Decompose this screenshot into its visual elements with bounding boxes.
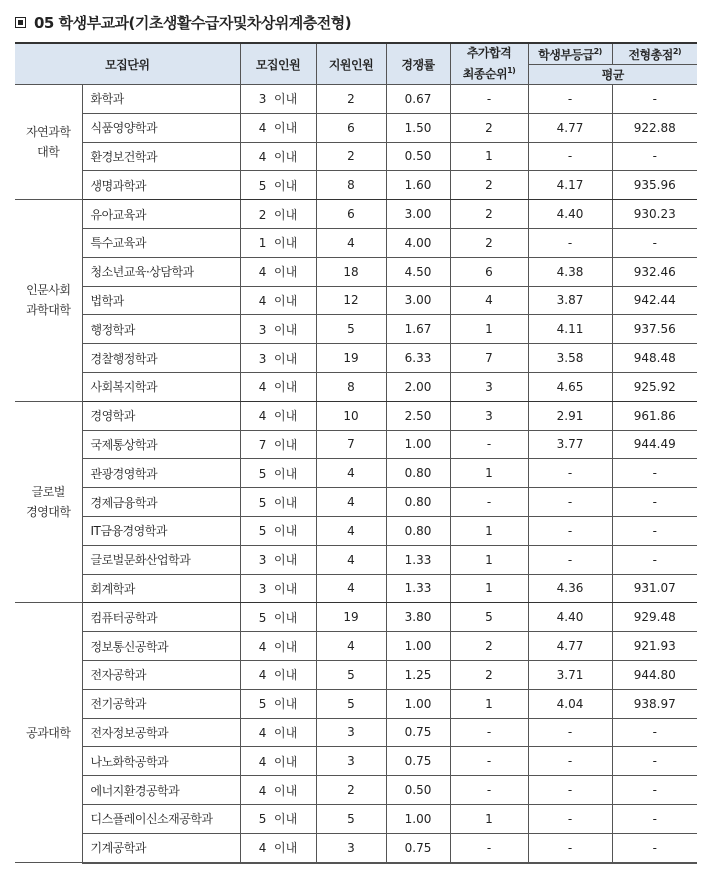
table-row bbox=[15, 372, 697, 401]
cell-quota: 5 이내 bbox=[240, 459, 316, 488]
cell-applicants: 2 bbox=[316, 85, 386, 114]
table-row bbox=[15, 228, 697, 257]
cell-quota: 4 이내 bbox=[240, 401, 316, 430]
cell-ratio: 1.25 bbox=[386, 660, 450, 689]
cell-score: - bbox=[612, 228, 697, 257]
cell-extra: 6 bbox=[450, 257, 528, 286]
cell-ratio: 1.33 bbox=[386, 574, 450, 603]
cell-quota: 4 이내 bbox=[240, 660, 316, 689]
cell-score: 922.88 bbox=[612, 113, 697, 142]
cell-quota: 3 이내 bbox=[240, 574, 316, 603]
cell-score: 932.46 bbox=[612, 257, 697, 286]
cell-ratio: 0.75 bbox=[386, 833, 450, 862]
cell-score: 929.48 bbox=[612, 603, 697, 632]
cell-applicants: 6 bbox=[316, 113, 386, 142]
department-name: 법학과 bbox=[82, 286, 240, 315]
cell-grade: 2.91 bbox=[528, 401, 612, 430]
college-name: 인문사회 과학대학 bbox=[15, 200, 82, 402]
table-row bbox=[15, 516, 697, 545]
cell-grade: 3.77 bbox=[528, 430, 612, 459]
cell-ratio: 3.00 bbox=[386, 200, 450, 229]
cell-ratio: 1.00 bbox=[386, 632, 450, 661]
cell-extra: 1 bbox=[450, 459, 528, 488]
cell-extra: 1 bbox=[450, 315, 528, 344]
table-row bbox=[15, 344, 697, 373]
cell-extra: - bbox=[450, 85, 528, 114]
cell-applicants: 4 bbox=[316, 545, 386, 574]
cell-quota: 2 이내 bbox=[240, 200, 316, 229]
table-row bbox=[15, 574, 697, 603]
cell-quota: 4 이내 bbox=[240, 776, 316, 805]
cell-ratio: 4.00 bbox=[386, 228, 450, 257]
cell-ratio: 4.50 bbox=[386, 257, 450, 286]
table-row bbox=[15, 286, 697, 315]
cell-applicants: 4 bbox=[316, 574, 386, 603]
cell-ratio: 0.50 bbox=[386, 776, 450, 805]
table-row bbox=[15, 401, 697, 430]
department-name: 경찰행정학과 bbox=[82, 344, 240, 373]
table-row bbox=[15, 804, 697, 833]
cell-ratio: 0.80 bbox=[386, 516, 450, 545]
header-extra-line1: 추가합격 bbox=[466, 46, 512, 60]
cell-quota: 5 이내 bbox=[240, 603, 316, 632]
department-name: 청소년교육·상담학과 bbox=[82, 257, 240, 286]
cell-applicants: 19 bbox=[316, 344, 386, 373]
table-row bbox=[15, 142, 697, 171]
cell-ratio: 0.80 bbox=[386, 488, 450, 517]
cell-score: 921.93 bbox=[612, 632, 697, 661]
cell-extra: - bbox=[450, 718, 528, 747]
department-name: 글로벌문화산업학과 bbox=[82, 545, 240, 574]
department-name: 관광경영학과 bbox=[82, 459, 240, 488]
cell-score: 944.49 bbox=[612, 430, 697, 459]
cell-score: - bbox=[612, 142, 697, 171]
department-name: 화학과 bbox=[82, 85, 240, 114]
cell-extra: 2 bbox=[450, 228, 528, 257]
cell-applicants: 4 bbox=[316, 516, 386, 545]
cell-score: 948.48 bbox=[612, 344, 697, 373]
cell-score: - bbox=[612, 545, 697, 574]
header-quota: 모집인원 bbox=[240, 43, 316, 85]
table-row bbox=[15, 776, 697, 805]
table-body bbox=[15, 85, 697, 863]
cell-quota: 4 이내 bbox=[240, 833, 316, 862]
cell-grade: - bbox=[528, 833, 612, 862]
cell-extra: - bbox=[450, 488, 528, 517]
department-name: 유아교육과 bbox=[82, 200, 240, 229]
cell-extra: 2 bbox=[450, 660, 528, 689]
cell-extra: - bbox=[450, 833, 528, 862]
cell-score: - bbox=[612, 459, 697, 488]
cell-score: 925.92 bbox=[612, 372, 697, 401]
department-name: 환경보건학과 bbox=[82, 142, 240, 171]
cell-grade: 3.71 bbox=[528, 660, 612, 689]
footnote-2: 2) bbox=[593, 46, 602, 56]
table-row bbox=[15, 315, 697, 344]
cell-grade: 4.77 bbox=[528, 632, 612, 661]
cell-quota: 4 이내 bbox=[240, 142, 316, 171]
cell-grade: - bbox=[528, 804, 612, 833]
table-row bbox=[15, 603, 697, 632]
cell-grade: - bbox=[528, 718, 612, 747]
cell-ratio: 1.67 bbox=[386, 315, 450, 344]
cell-ratio: 1.00 bbox=[386, 430, 450, 459]
department-name: 전자정보공학과 bbox=[82, 718, 240, 747]
department-name: 나노화학공학과 bbox=[82, 747, 240, 776]
cell-extra: 1 bbox=[450, 142, 528, 171]
cell-score: - bbox=[612, 85, 697, 114]
department-name: 컴퓨터공학과 bbox=[82, 603, 240, 632]
department-name: 기계공학과 bbox=[82, 833, 240, 862]
department-name: 회계학과 bbox=[82, 574, 240, 603]
footnote-2: 2) bbox=[672, 46, 682, 56]
cell-ratio: 1.00 bbox=[386, 689, 450, 718]
cell-quota: 7 이내 bbox=[240, 430, 316, 459]
cell-extra: - bbox=[450, 430, 528, 459]
cell-quota: 5 이내 bbox=[240, 516, 316, 545]
cell-applicants: 2 bbox=[316, 776, 386, 805]
header-average: 평균 bbox=[528, 65, 697, 85]
cell-applicants: 3 bbox=[316, 718, 386, 747]
cell-grade: - bbox=[528, 516, 612, 545]
cell-score: - bbox=[612, 488, 697, 517]
department-name: 경영학과 bbox=[82, 401, 240, 430]
cell-score: 961.86 bbox=[612, 401, 697, 430]
cell-grade: 3.87 bbox=[528, 286, 612, 315]
cell-applicants: 5 bbox=[316, 315, 386, 344]
cell-grade: 4.04 bbox=[528, 689, 612, 718]
cell-score: - bbox=[612, 776, 697, 805]
cell-ratio: 1.33 bbox=[386, 545, 450, 574]
header-extra bbox=[450, 43, 528, 85]
table-row bbox=[15, 718, 697, 747]
table-row bbox=[15, 747, 697, 776]
cell-extra: 1 bbox=[450, 516, 528, 545]
cell-quota: 3 이내 bbox=[240, 344, 316, 373]
cell-extra: 4 bbox=[450, 286, 528, 315]
cell-applicants: 5 bbox=[316, 660, 386, 689]
table-row bbox=[15, 257, 697, 286]
cell-quota: 5 이내 bbox=[240, 488, 316, 517]
cell-applicants: 19 bbox=[316, 603, 386, 632]
table-row bbox=[15, 632, 697, 661]
cell-grade: 4.38 bbox=[528, 257, 612, 286]
department-name: 사회복지학과 bbox=[82, 372, 240, 401]
header-grade bbox=[528, 43, 612, 65]
cell-applicants: 4 bbox=[316, 632, 386, 661]
cell-ratio: 3.80 bbox=[386, 603, 450, 632]
table-row bbox=[15, 85, 697, 114]
cell-grade: 4.36 bbox=[528, 574, 612, 603]
department-name: 특수교육과 bbox=[82, 228, 240, 257]
cell-score: - bbox=[612, 718, 697, 747]
cell-quota: 4 이내 bbox=[240, 113, 316, 142]
header-score-text: 전형총점 bbox=[628, 47, 673, 62]
cell-applicants: 12 bbox=[316, 286, 386, 315]
cell-score: - bbox=[612, 804, 697, 833]
cell-ratio: 1.50 bbox=[386, 113, 450, 142]
square-bullet-icon bbox=[15, 17, 26, 28]
cell-grade: 4.40 bbox=[528, 200, 612, 229]
cell-ratio: 0.67 bbox=[386, 85, 450, 114]
cell-score: 944.80 bbox=[612, 660, 697, 689]
department-name: 생명과학과 bbox=[82, 171, 240, 200]
cell-score: - bbox=[612, 516, 697, 545]
cell-quota: 4 이내 bbox=[240, 372, 316, 401]
cell-applicants: 8 bbox=[316, 372, 386, 401]
cell-grade: - bbox=[528, 747, 612, 776]
cell-quota: 1 이내 bbox=[240, 228, 316, 257]
college-name: 글로벌 경영대학 bbox=[15, 401, 82, 603]
cell-quota: 5 이내 bbox=[240, 689, 316, 718]
cell-applicants: 4 bbox=[316, 228, 386, 257]
cell-score: - bbox=[612, 747, 697, 776]
cell-extra: - bbox=[450, 747, 528, 776]
header-extra-line2: 최종순위 bbox=[462, 67, 508, 81]
cell-ratio: 1.00 bbox=[386, 804, 450, 833]
department-name: IT금융경영학과 bbox=[82, 516, 240, 545]
cell-extra: 1 bbox=[450, 574, 528, 603]
footnote-1: 1) bbox=[507, 66, 516, 75]
table-row bbox=[15, 430, 697, 459]
cell-score: 935.96 bbox=[612, 171, 697, 200]
cell-applicants: 10 bbox=[316, 401, 386, 430]
cell-extra: 2 bbox=[450, 113, 528, 142]
department-name: 에너지환경공학과 bbox=[82, 776, 240, 805]
cell-quota: 3 이내 bbox=[240, 545, 316, 574]
cell-grade: - bbox=[528, 545, 612, 574]
table-row bbox=[15, 660, 697, 689]
cell-grade: 4.77 bbox=[528, 113, 612, 142]
cell-quota: 4 이내 bbox=[240, 257, 316, 286]
cell-quota: 4 이내 bbox=[240, 718, 316, 747]
department-name: 전자공학과 bbox=[82, 660, 240, 689]
cell-applicants: 4 bbox=[316, 488, 386, 517]
cell-ratio: 0.75 bbox=[386, 718, 450, 747]
cell-grade: - bbox=[528, 85, 612, 114]
cell-grade: - bbox=[528, 459, 612, 488]
cell-applicants: 5 bbox=[316, 689, 386, 718]
cell-applicants: 3 bbox=[316, 747, 386, 776]
cell-ratio: 6.33 bbox=[386, 344, 450, 373]
cell-ratio: 2.00 bbox=[386, 372, 450, 401]
cell-applicants: 8 bbox=[316, 171, 386, 200]
college-name: 자연과학 대학 bbox=[15, 85, 82, 200]
cell-extra: 1 bbox=[450, 689, 528, 718]
table-row bbox=[15, 689, 697, 718]
cell-score: 937.56 bbox=[612, 315, 697, 344]
cell-extra: 5 bbox=[450, 603, 528, 632]
cell-ratio: 1.60 bbox=[386, 171, 450, 200]
department-name: 국제통상학과 bbox=[82, 430, 240, 459]
cell-score: - bbox=[612, 833, 697, 862]
cell-grade: - bbox=[528, 228, 612, 257]
cell-extra: 2 bbox=[450, 171, 528, 200]
table-row bbox=[15, 113, 697, 142]
table-row bbox=[15, 545, 697, 574]
cell-extra: 3 bbox=[450, 372, 528, 401]
cell-applicants: 18 bbox=[316, 257, 386, 286]
cell-extra: 3 bbox=[450, 401, 528, 430]
cell-extra: 2 bbox=[450, 200, 528, 229]
cell-extra: 7 bbox=[450, 344, 528, 373]
cell-quota: 4 이내 bbox=[240, 286, 316, 315]
cell-extra: 1 bbox=[450, 804, 528, 833]
cell-grade: - bbox=[528, 776, 612, 805]
table-row bbox=[15, 833, 697, 862]
cell-grade: - bbox=[528, 488, 612, 517]
cell-applicants: 6 bbox=[316, 200, 386, 229]
cell-grade: - bbox=[528, 142, 612, 171]
cell-quota: 4 이내 bbox=[240, 632, 316, 661]
cell-quota: 5 이내 bbox=[240, 804, 316, 833]
header-grade-text: 학생부등급 bbox=[538, 47, 594, 62]
department-name: 경제금융학과 bbox=[82, 488, 240, 517]
department-name: 식품영양학과 bbox=[82, 113, 240, 142]
header-applicants: 지원인원 bbox=[316, 43, 386, 85]
cell-ratio: 0.80 bbox=[386, 459, 450, 488]
cell-applicants: 3 bbox=[316, 833, 386, 862]
table-row bbox=[15, 200, 697, 229]
cell-applicants: 5 bbox=[316, 804, 386, 833]
college-name: 공과대학 bbox=[15, 603, 82, 863]
cell-score: 930.23 bbox=[612, 200, 697, 229]
cell-grade: 4.65 bbox=[528, 372, 612, 401]
cell-extra: 2 bbox=[450, 632, 528, 661]
cell-applicants: 4 bbox=[316, 459, 386, 488]
cell-ratio: 2.50 bbox=[386, 401, 450, 430]
cell-ratio: 3.00 bbox=[386, 286, 450, 315]
cell-extra: - bbox=[450, 776, 528, 805]
cell-grade: 3.58 bbox=[528, 344, 612, 373]
cell-score: 938.97 bbox=[612, 689, 697, 718]
department-name: 디스플레이신소재공학과 bbox=[82, 804, 240, 833]
cell-grade: 4.17 bbox=[528, 171, 612, 200]
cell-score: 931.07 bbox=[612, 574, 697, 603]
cell-quota: 3 이내 bbox=[240, 85, 316, 114]
department-name: 행정학과 bbox=[82, 315, 240, 344]
cell-applicants: 7 bbox=[316, 430, 386, 459]
cell-quota: 3 이내 bbox=[240, 315, 316, 344]
cell-extra: 1 bbox=[450, 545, 528, 574]
table-row bbox=[15, 488, 697, 517]
cell-score: 942.44 bbox=[612, 286, 697, 315]
cell-applicants: 2 bbox=[316, 142, 386, 171]
cell-grade: 4.11 bbox=[528, 315, 612, 344]
section-title bbox=[15, 12, 351, 33]
cell-ratio: 0.50 bbox=[386, 142, 450, 171]
section-title-text: 05 학생부교과(기초생활수급자및차상위계층전형) bbox=[34, 14, 352, 32]
admission-results-table bbox=[15, 42, 697, 864]
department-name: 전기공학과 bbox=[82, 689, 240, 718]
table-row bbox=[15, 459, 697, 488]
header-unit: 모집단위 bbox=[15, 43, 240, 85]
table-row bbox=[15, 171, 697, 200]
cell-quota: 4 이내 bbox=[240, 747, 316, 776]
department-name: 정보통신공학과 bbox=[82, 632, 240, 661]
cell-ratio: 0.75 bbox=[386, 747, 450, 776]
cell-quota: 5 이내 bbox=[240, 171, 316, 200]
cell-grade: 4.40 bbox=[528, 603, 612, 632]
header-ratio: 경쟁률 bbox=[386, 43, 450, 85]
header-score bbox=[612, 43, 697, 65]
